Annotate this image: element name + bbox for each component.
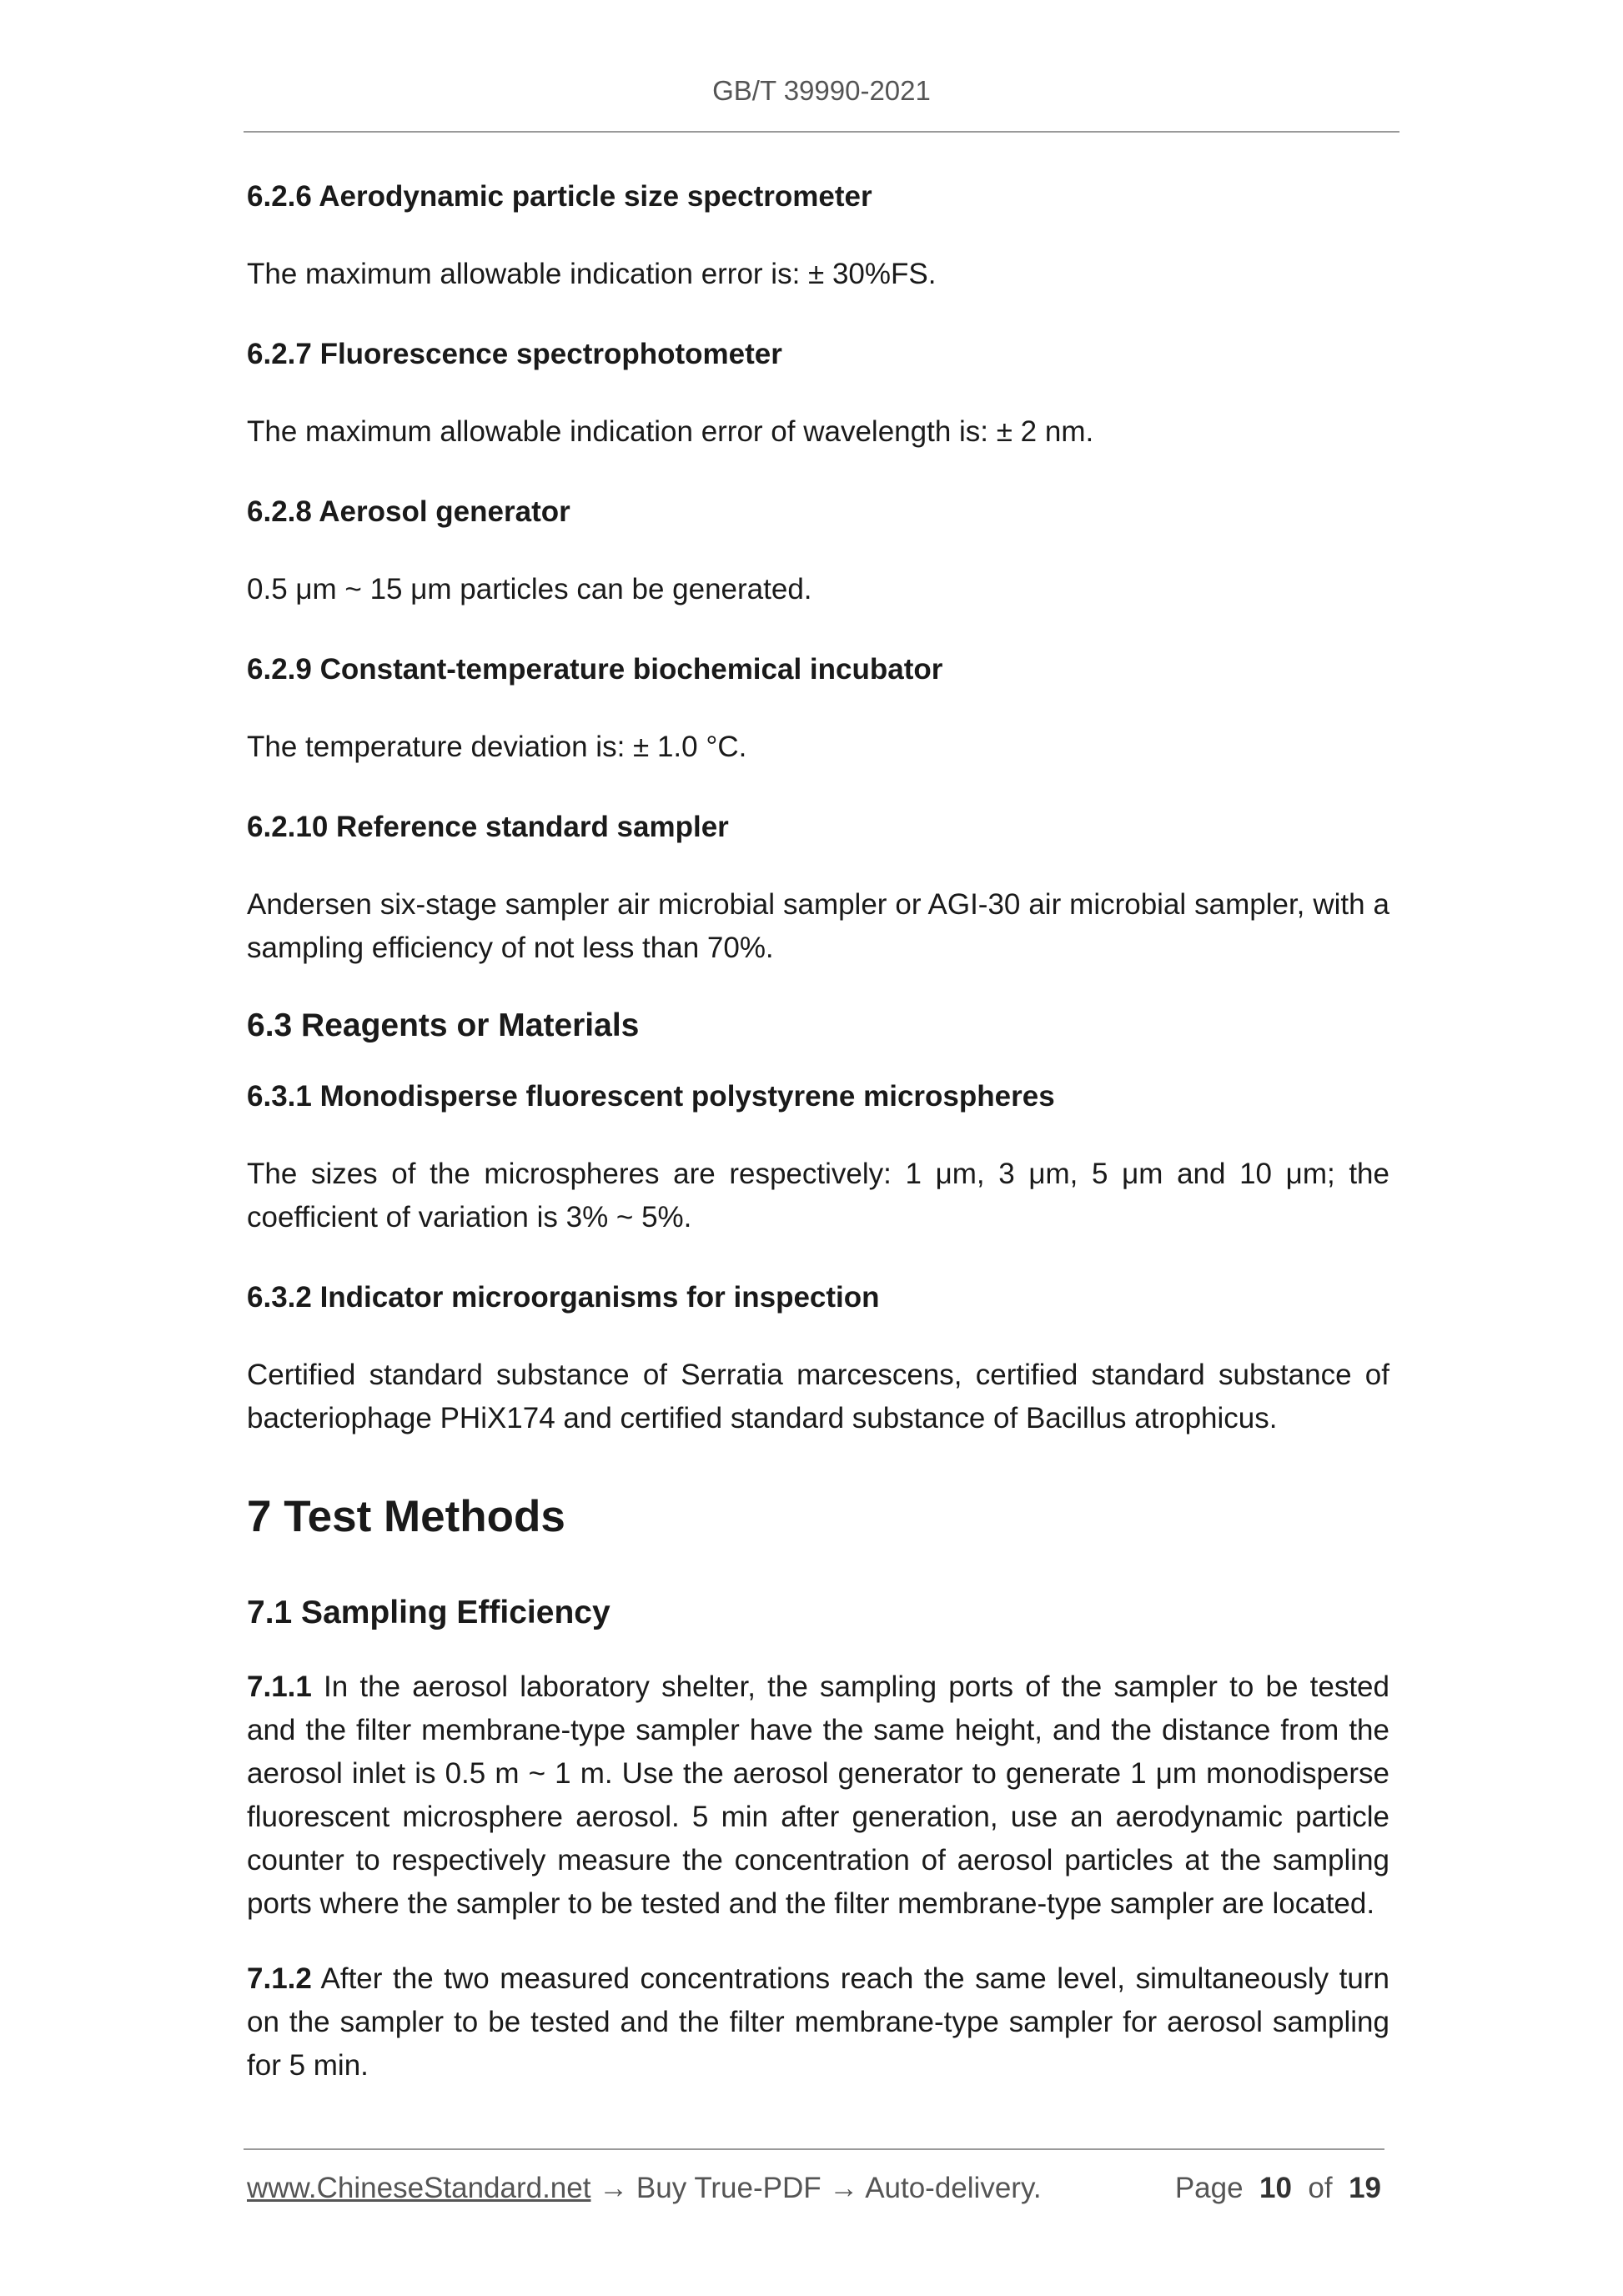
clause-number-7-1-1: 7.1.1: [247, 1671, 312, 1703]
heading-6-3-2: 6.3.2 Indicator microorganisms for inspection: [247, 1281, 880, 1314]
paragraph-6-3-2: Certified standard substance of Serratia marcescens, certified standard substance of bacteriophage PHiX174 and certified standard substance of Bacillus atrophicus.: [247, 1359, 1389, 1434]
total-page-number: 19: [1349, 2172, 1381, 2204]
paragraph-6-2-7: The maximum allowable indication error of wavelength is: ± 2 nm.: [247, 415, 1094, 448]
heading-6-2-9: 6.2.9 Constant-temperature biochemical incubator: [247, 653, 943, 686]
header-divider: [244, 131, 1399, 133]
footer-divider: [244, 2148, 1384, 2150]
clause-number-7-1-2: 7.1.2: [247, 1962, 312, 1995]
clause-text-7-1-2: After the two measured concentrations reach the same level, simultaneously turn on the sampler to be tested and the filter membrane-type sampler for aerosol sampling for 5 min.: [247, 1962, 1389, 2082]
of-label: of: [1308, 2172, 1333, 2204]
page-indicator: [1175, 2172, 1381, 2205]
heading-6-2-8: 6.2.8 Aerosol generator: [247, 495, 570, 528]
clause-text-7-1-1: In the aerosol laboratory shelter, the sampling ports of the sampler to be tested and the filter membrane-type sampler have the same height, and the distance from the aerosol inlet is 0.5 m ~ 1 m. Use the aerosol generator to generate 1 μm monodisperse fluorescent microsphere aerosol. 5 min after generation, use an aerodynamic particle counter to respectively measure the concentration of aerosol particles at the sampling ports where the sampler to be tested and the filter membrane-type sampler are located.: [247, 1671, 1389, 1920]
paragraph-6-2-9: The temperature deviation is: ± 1.0 °C.: [247, 731, 747, 763]
heading-7: 7 Test Methods: [247, 1492, 565, 1541]
current-page-number: 10: [1259, 2172, 1292, 2204]
website-link[interactable]: www.ChineseStandard.net: [247, 2172, 591, 2204]
page-content: [247, 178, 1389, 2088]
arrow-right-icon: →: [821, 2172, 866, 2204]
heading-6-2-7: 6.2.7 Fluorescence spectrophotometer: [247, 338, 782, 370]
header-doc-id: GB/T 39990-2021: [712, 75, 931, 106]
footer-links: [247, 2172, 1042, 2205]
heading-6-2-6: 6.2.6 Aerodynamic particle size spectrometer: [247, 180, 872, 213]
page-label: Page: [1174, 2172, 1244, 2204]
arrow-right-icon: →: [590, 2172, 636, 2204]
heading-6-2-10: 6.2.10 Reference standard sampler: [247, 811, 729, 843]
paragraph-6-3-1: The sizes of the microspheres are respectively: 1 μm, 3 μm, 5 μm and 10 μm; the coefficient of variation is 3% ~ 5%.: [247, 1158, 1389, 1233]
heading-7-1: 7.1 Sampling Efficiency: [247, 1595, 611, 1630]
paragraph-6-2-8: 0.5 μm ~ 15 μm particles can be generated.: [247, 573, 812, 605]
paragraph-6-2-10: Andersen six-stage sampler air microbial sampler or AGI-30 air microbial sampler, with a sampling efficiency of not less than 70%.: [247, 888, 1389, 964]
auto-delivery-text: Auto-delivery.: [865, 2172, 1042, 2204]
paragraph-6-2-6: The maximum allowable indication error is: ± 30%FS.: [247, 258, 937, 290]
heading-6-3-1: 6.3.1 Monodisperse fluorescent polystyrene microspheres: [247, 1080, 1055, 1113]
paragraph-7-1-1: [247, 1665, 1389, 1926]
heading-6-3: 6.3 Reagents or Materials: [247, 1007, 640, 1043]
paragraph-7-1-2: [247, 1957, 1389, 2088]
buy-true-pdf-link[interactable]: Buy True-PDF: [636, 2172, 822, 2204]
